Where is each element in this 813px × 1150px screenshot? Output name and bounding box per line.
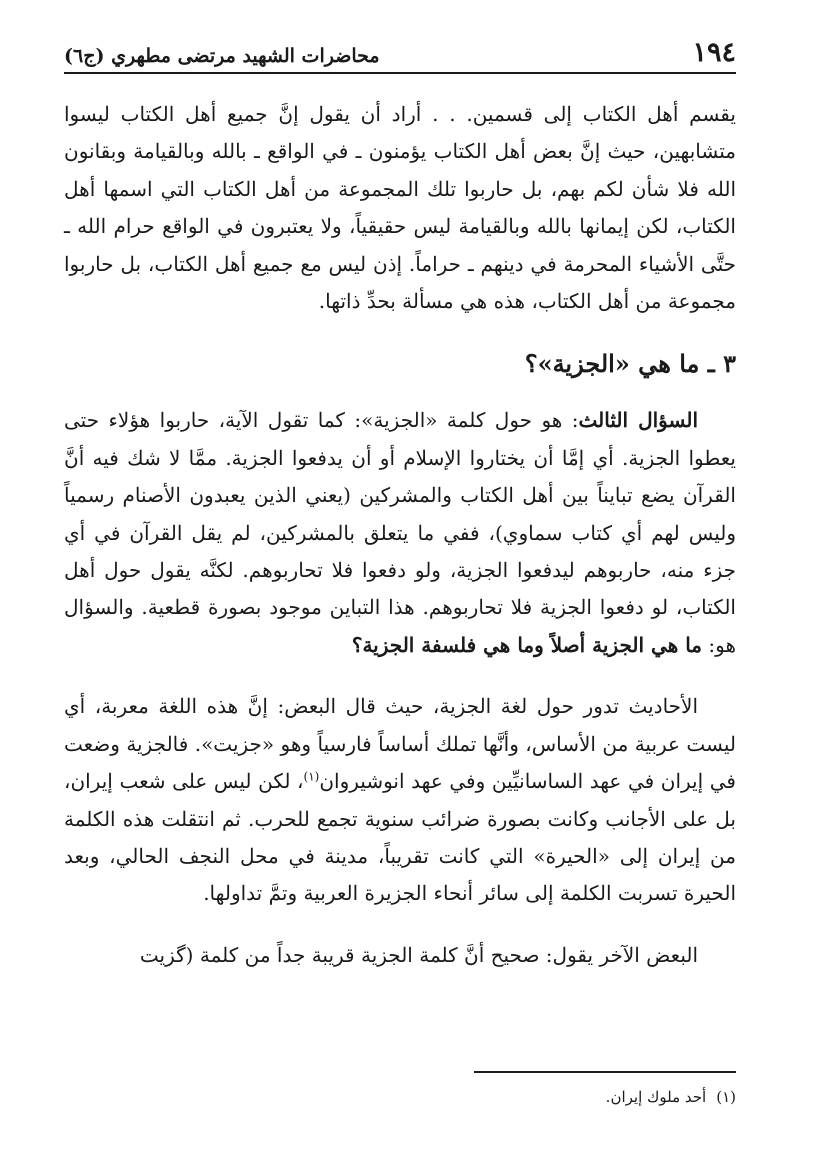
footnote-marker: (١) [716,1088,736,1106]
bold-question: ما هي الجزية أصلاً وما هي فلسفة الجزية؟ [351,632,703,657]
paragraph-text: الأحاديث تدور حول لغة الجزية، حيث قال البعض: إنَّ هذه اللغة معربة، أي ليست عربية من الأساس، وأنَّها تملك أساساً فارسياً وهو «جزيت». فالجزية وضعت في إيران في عهد الساسانيِّين وفي عهد انوشيروان [64,694,736,794]
paragraph: البعض الآخر يقول: صحيح أنَّ كلمة الجزية قريبة جداً من كلمة (گزيت [139,942,698,967]
footnote-reference: (١) [303,769,320,784]
footnote [606,1086,736,1108]
page-body [64,96,736,974]
paragraph [64,402,736,664]
page-header [64,28,736,74]
paragraph-text: : هو حول كلمة «الجزية»: كما تقول الآية، حاربوا هؤلاء حتى يعطوا الجزية. أي إمَّا أن يختاروا الإسلام أو أن يدفعوا الجزية. ممَّا لا شك فيه أنَّ القرآن يضع تبايناً بين أهل الكتاب والمشركين (يعني الذين يعبدون الأصنام رسمياً وليس لهم أي كتاب سماوي)، ففي ما يتعلق بالمشركين، لم يقل القرآن في أي جزء منه، حاربوهم ليدفعوا الجزية، ولو دفعوا فلا تحاربوهم. لكنَّه يقول حول أهل الكتاب، لو دفعوا الجزية فلا تحاربوهم. هذا التباين موجود بصورة قطعية. والسؤال هو: [64,408,736,657]
page-number: ١٩٤ [692,37,736,68]
paragraph [64,688,736,912]
running-title: محاضرات الشهيد مرتضى مطهري (ج٦) [64,45,380,67]
section-heading: ٣ ـ ما هي «الجزية»؟ [524,349,736,379]
question-lead: السؤال الثالث [578,408,699,433]
paragraph: يقسم أهل الكتاب إلى قسمين. . . أراد أن يقول إنَّ جميع أهل الكتاب ليسوا متشابهين، حيث إنَّ بعض أهل الكتاب يؤمنون ـ في الواقع ـ بالله وبالقيامة وبقانون الله فلا شأن لكم بهم، بل حاربوا تلك المجموعة من أهل الكتاب التي اسمها أهل الكتاب، لكن إيمانها بالله وبالقيامة ليس حقيقياً، ولا يعتبرون في الواقع حرام الله ـ حتَّى الأشياء المحرمة في دينهم ـ حراماً. إذن ليس مع جميع أهل الكتاب، بل حاربوا مجموعة من أهل الكتاب، هذه هي مسألة بحدِّ ذاتها. [64,102,736,314]
footnote-divider [474,1071,736,1073]
footnote-text: أحد ملوك إيران. [605,1088,707,1106]
book-page [64,28,736,1128]
paragraph-text: ، لكن ليس على شعب إيران، بل على الأجانب وكانت بصورة ضرائب سنوية تجمع للحرب. ثم انتقلت هذه الكلمة من إيران إلى «الحيرة» التي كانت تقريباً، مدينة في محل النجف الحالي، وبعد الحيرة تسربت الكلمة إلى سائر أنحاء الجزيرة العربية وتمَّ تداولها. [64,769,736,906]
